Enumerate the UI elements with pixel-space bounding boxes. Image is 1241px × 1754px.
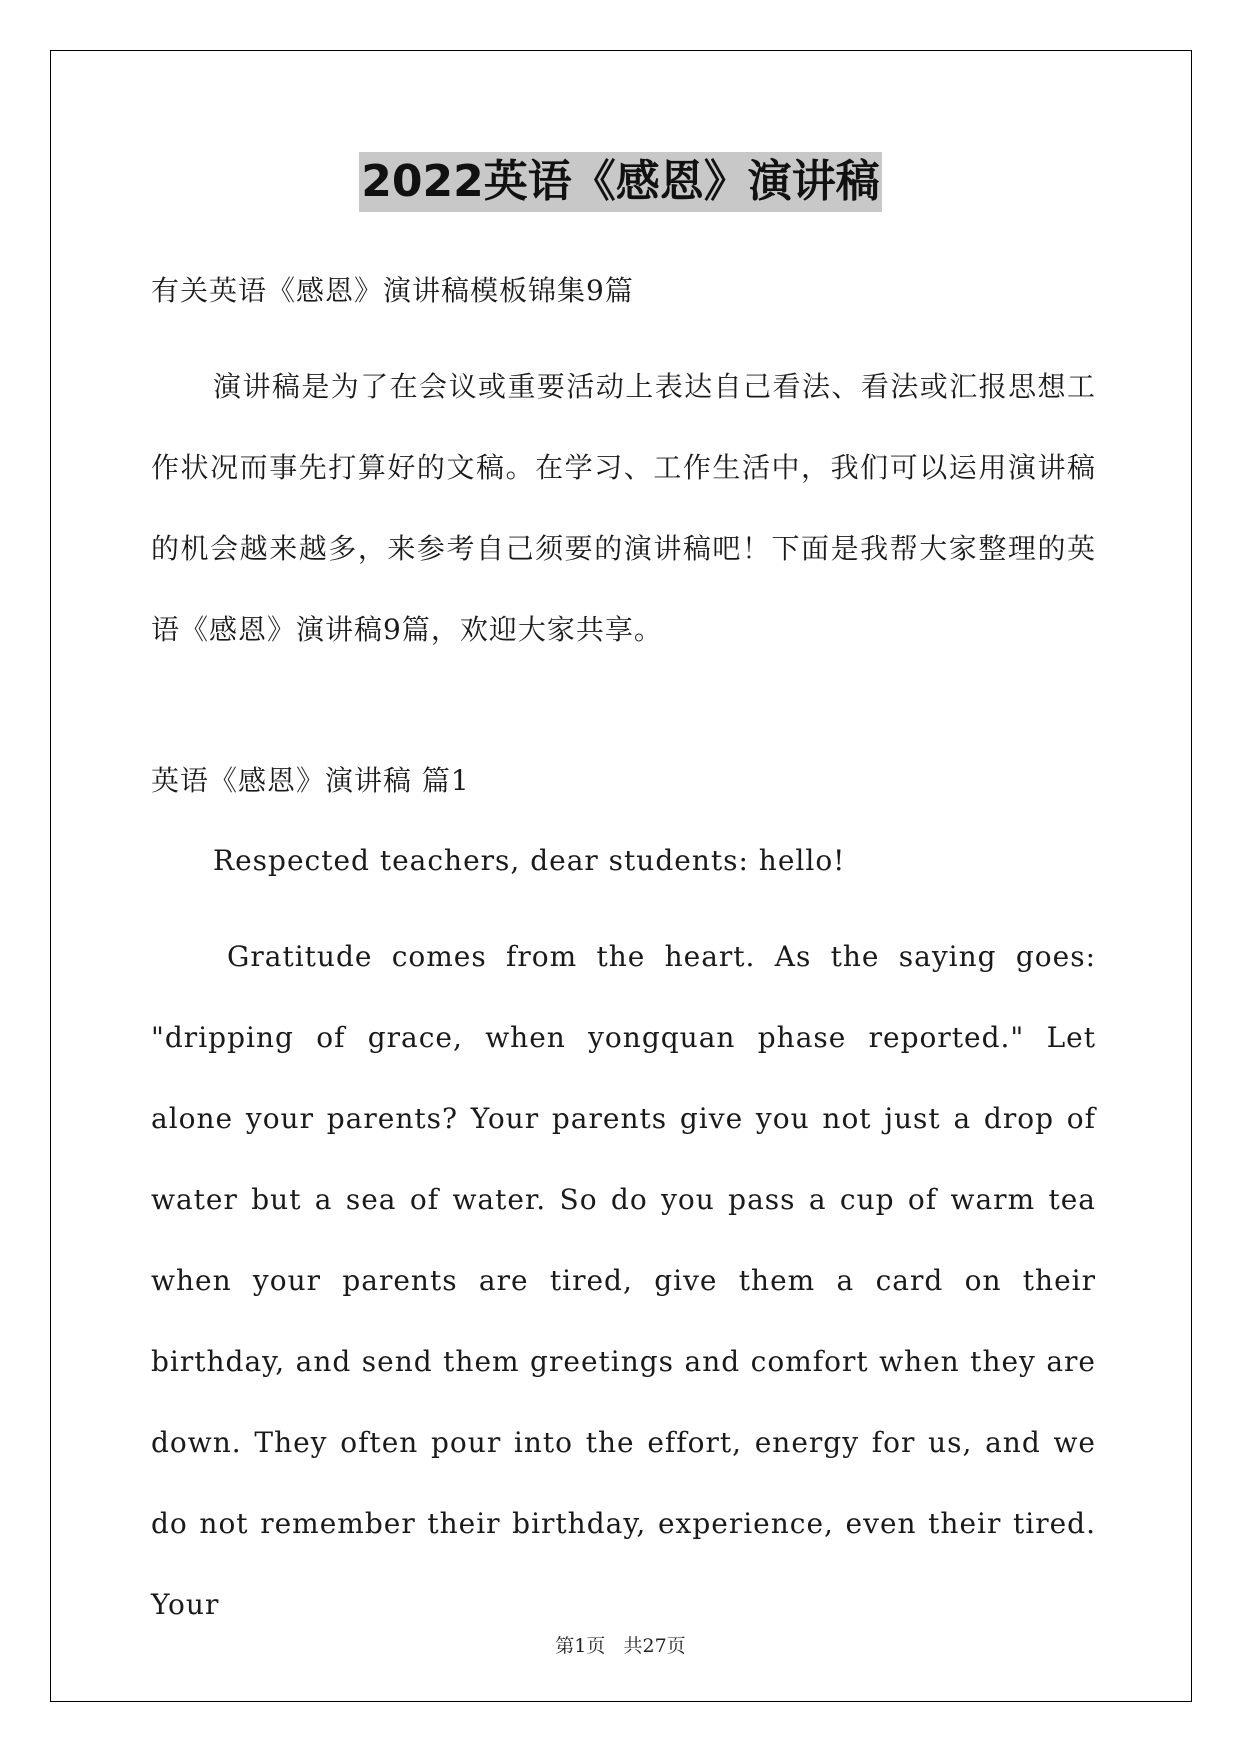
page-footer: 第1页 共27页 xyxy=(555,1635,686,1657)
document-body xyxy=(151,268,1096,1645)
document-title: 2022英语《感恩》演讲稿 xyxy=(359,152,881,212)
speech-body-paragraph: Gratitude comes from the heart. As the saying goes: "dripping of grace, when yongquan phase reported." Let alone your parents? Your parents give you not just a drop of water but a sea of water. So do you pass a cup of warm tea when your parents are tired, give them a card on their birthday, and send them greetings and comfort when they are down. They often pour into the effort, energy for us, and we do not remember their birthday, experience, even their tired. Your xyxy=(151,940,1096,1621)
greeting-paragraph: Respected teachers, dear students: hello! xyxy=(213,844,846,877)
section-heading: 英语《感恩》演讲稿 篇1 xyxy=(151,764,470,797)
document-subtitle: 有关英语《感恩》演讲稿模板锦集9篇 xyxy=(151,274,634,307)
title-container xyxy=(0,152,1241,212)
intro-paragraph: 演讲稿是为了在会议或重要活动上表达自己看法、看法或汇报思想工作状况而事先打算好的文稿。在学习、工作生活中，我们可以运用演讲稿的机会越来越多，来参考自己须要的演讲稿吧！下面是我帮大家整理的英语《感恩》演讲稿9篇，欢迎大家共享。 xyxy=(151,370,1096,646)
